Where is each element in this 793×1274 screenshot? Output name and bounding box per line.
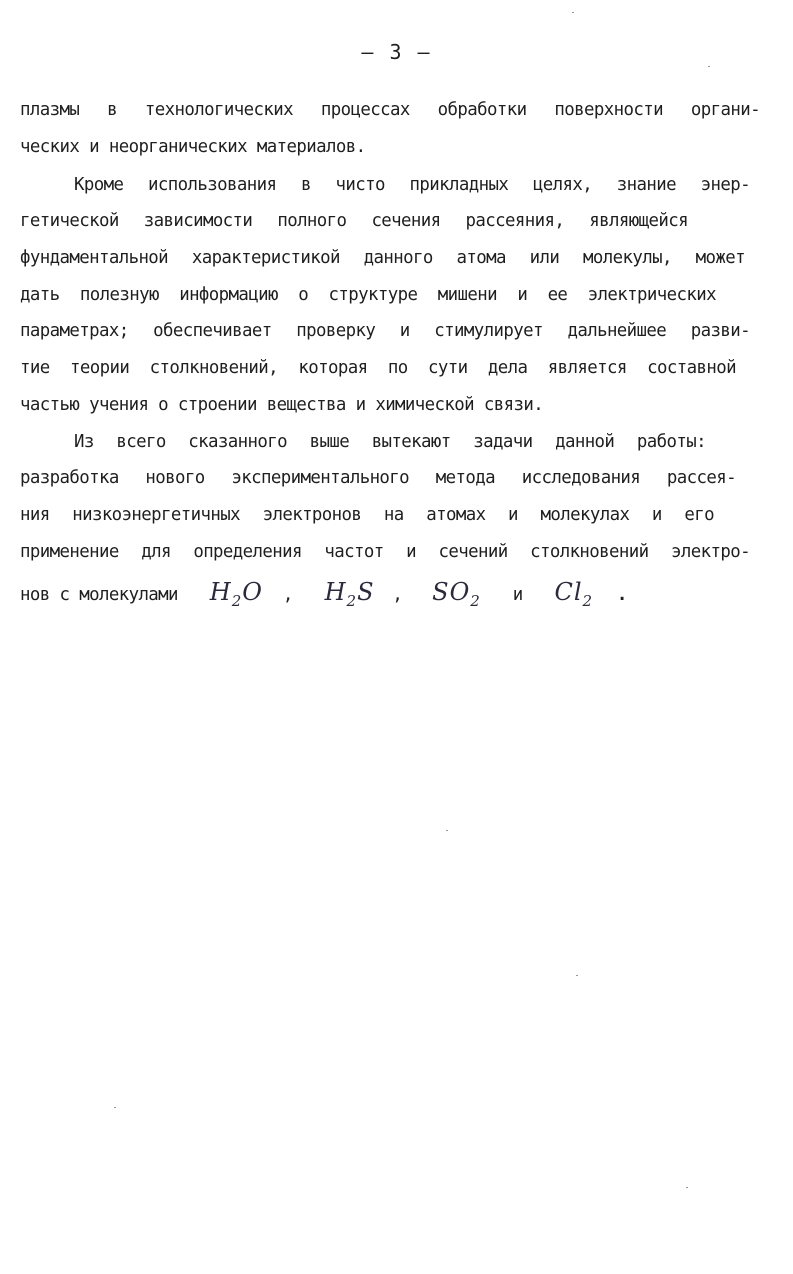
text-line: ческих и неорганических материалов. xyxy=(20,137,366,157)
text-line: Кроме использования в чисто прикладных целях, знание энер- xyxy=(74,175,750,195)
molecule-formula-cl2: $Cl_2$ xyxy=(554,578,594,610)
scan-speck xyxy=(686,1187,688,1188)
text-line: частью учения о строении вещества и химической связи. xyxy=(20,395,544,415)
line-prefix: нов с молекулами xyxy=(20,585,178,605)
scan-speck xyxy=(572,12,574,13)
text-line: разработка нового экспериментального метода исследования рассея- xyxy=(20,468,736,488)
molecule-formula-h2s: $H_2S$ xyxy=(324,578,375,610)
text-line: Из всего сказанного выше вытекают задачи данной работы: xyxy=(74,432,706,452)
molecules-line xyxy=(20,572,760,612)
molecule-formula-h2o: $H_2O$ xyxy=(209,578,263,610)
scan-speck xyxy=(576,975,578,976)
scan-speck xyxy=(446,830,448,831)
scan-speck xyxy=(708,66,710,67)
text-line: гетической зависимости полного сечения рассеяния, являющейся xyxy=(20,211,688,231)
text-line: плазмы в технологических процессах обработки поверхности органи- xyxy=(20,100,760,120)
text-line: ния низкоэнергетичных электронов на атомах и молекулах и его xyxy=(20,505,714,525)
text-line: применение для определения частот и сечений столкновений электро- xyxy=(20,542,750,562)
text-line: дать полезную информацию о структуре мишени и ее электрических xyxy=(20,285,716,305)
text-line: параметрах; обеспечивает проверку и стимулирует дальнейшее разви- xyxy=(20,321,750,341)
comma: , xyxy=(392,585,403,605)
period: . xyxy=(616,585,627,605)
conjunction: и xyxy=(512,585,523,605)
page-number: – 3 – xyxy=(361,40,432,64)
comma: , xyxy=(282,585,293,605)
text-line: тие теории столкновений, которая по сути дела является составной xyxy=(20,358,736,378)
text-line: фундаментальной характеристикой данного атома или молекулы, может xyxy=(20,248,745,268)
molecule-formula-so2: $SO_2$ xyxy=(432,578,481,610)
scan-speck xyxy=(114,1107,116,1108)
